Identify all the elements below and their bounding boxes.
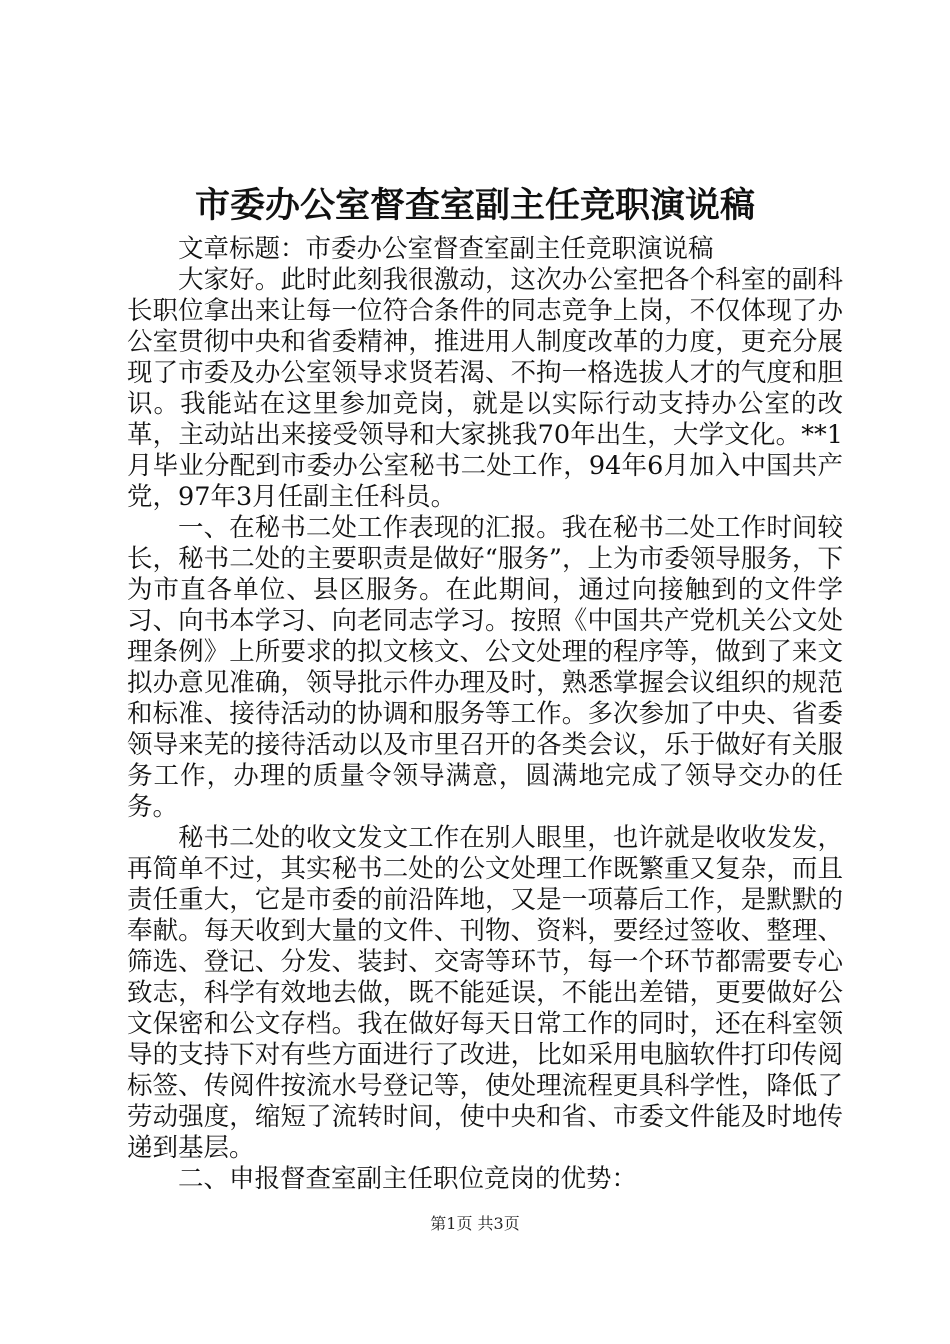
document-title: 市委办公室督查室副主任竞职演说稿 — [194, 185, 755, 226]
paragraph-section-two-heading: 二、申报督查室副主任职位竞岗的优势： — [178, 1164, 638, 1194]
paragraph-section-one: 一、在秘书二处工作表现的汇报。我在秘书二处工作时间较长，秘书二处的主要职责是做好“服务”，上为市委领导服务，下为市直各单位、县区服务。在此期间，通过向接触到的文件学习、向书本学习、向老同志学习。按照《中国共产党机关公文处理条例》上所要求的拟文核文、公文处理的程序等，做到了来文拟办意见准确，领导批示件办理及时，熟悉掌握会议组织的规范和标准、接待活动的协调和服务等工作。多次参加了中央、省委领导来芜的接待活动以及市里召开的各类会议，乐于做好有关服务工作，办理的质量令领导满意，圆满地完成了领导交办的任务。 — [127, 513, 843, 822]
paragraph-greeting: 大家好。此时此刻我很激动，这次办公室把各个科室的副科长职位拿出来让每一位符合条件的同志竞争上岗，不仅体现了办公室贯彻中央和省委精神，推进用人制度改革的力度，更充分展现了市委及办公室领导求贤若渴、不拘一格选拔人才的气度和胆识。我能站在这里参加竞岗，就是以实际行动支持办公室的改革，主动站出来接受领导和大家挑我70年出生，大学文化。**1月毕业分配到市委办公室秘书二处工作，94年6月加入中国共产党，97年3月任副主任科员。 — [127, 265, 843, 512]
page-number-footer: 第1页 共3页 — [430, 1214, 520, 1233]
paragraph-document-handling: 秘书二处的收文发文工作在别人眼里，也许就是收收发发，再简单不过，其实秘书二处的公文处理工作既繁重又复杂，而且责任重大，它是市委的前沿阵地，又是一项幕后工作，是默默的奉献。每天收到大量的文件、刊物、资料，要经过签收、整理、筛选、登记、分发、装封、交寄等环节，每一个环节都需要专心致志，科学有效地去做，既不能延误，不能出差错，更要做好公文保密和公文存档。我在做好每天日常工作的同时，还在科室领导的支持下对有些方面进行了改进，比如采用电脑软件打印传阅标签、传阅件按流水号登记等，使处理流程更具科学性，降低了劳动强度，缩短了流转时间，使中央和省、市委文件能及时地传递到基层。 — [127, 823, 843, 1163]
document-body — [127, 234, 843, 1195]
article-title-line: 文章标题：市委办公室督查室副主任竞职演说稿 — [178, 234, 714, 264]
